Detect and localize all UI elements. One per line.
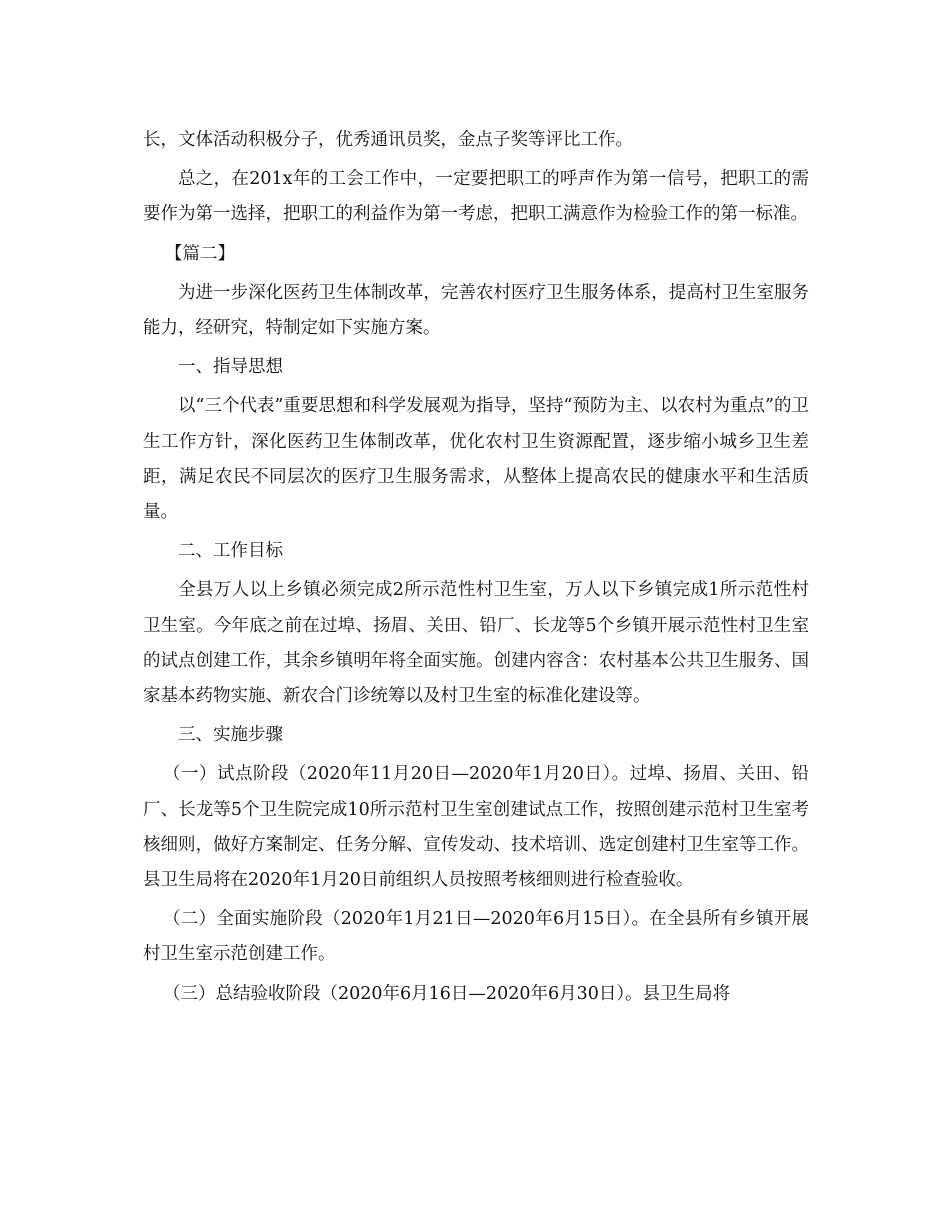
document-body [143, 123, 809, 1016]
paragraph-step-acceptance: （三）总结验收阶段（2020年6月16日—2020年6月30日）。县卫生局将 [163, 983, 731, 1004]
heading-guiding-ideology: 一、指导思想 [178, 357, 283, 378]
heading-work-goals: 二、工作目标 [178, 541, 283, 562]
paragraph-step-full-implementation: （二）全面实施阶段（2020年1月21日—2020年6月15日）。在全县所有乡镇开展村卫生室示范创建工作。 [143, 909, 809, 965]
paragraph-step-pilot: （一）试点阶段（2020年11月20日—2020年1月20日）。过埠、扬眉、关田、铅厂、长龙等5个卫生院完成10所示范村卫生室创建试点工作，按照创建示范村卫生室考核细则，做好方案制定、任务分解、宣传发动、技术培训、选定创建村卫生室等工作。县卫生局将在2020年1月20日前组织人员按照考核细则进行检查验收。 [143, 764, 809, 891]
section-heading-part-two: 【篇二】 [165, 243, 235, 264]
paragraph-work-goals: 全县万人以上乡镇必须完成2所示范性村卫生室，万人以下乡镇完成1所示范性村卫生室。今年底之前在过埠、扬眉、关田、铅厂、长龙等5个乡镇开展示范性村卫生室的试点创建工作，其余乡镇明年将全面实施。创建内容含：农村基本公共卫生服务、国家基本药物实施、新农合门诊统筹以及村卫生室的标准化建设等。 [143, 580, 809, 707]
paragraph-continuation: 长，文体活动积极分子，优秀通讯员奖，金点子奖等评比工作。 [143, 130, 633, 150]
paragraph-guiding-ideology: 以“三个代表”重要思想和科学发展观为指导，坚持“预防为主、以农村为重点”的卫生工作方针，深化医药卫生体制改革，优化农村卫生资源配置，逐步缩小城乡卫生差距，满足农民不同层次的医疗卫生服务需求，从整体上提高农民的健康水平和生活质量。 [143, 396, 809, 523]
paragraph-intro: 为进一步深化医药卫生体制改革，完善农村医疗卫生服务体系，提高村卫生室服务能力，经研究，特制定如下实施方案。 [143, 282, 809, 339]
heading-implementation-steps: 三、实施步骤 [178, 725, 283, 746]
paragraph-summary: 总之，在201x年的工会工作中，一定要把职工的呼声作为第一信号，把职工的需要作为第一选择，把职工的利益作为第一考虑，把职工满意作为检验工作的第一标准。 [143, 169, 809, 225]
